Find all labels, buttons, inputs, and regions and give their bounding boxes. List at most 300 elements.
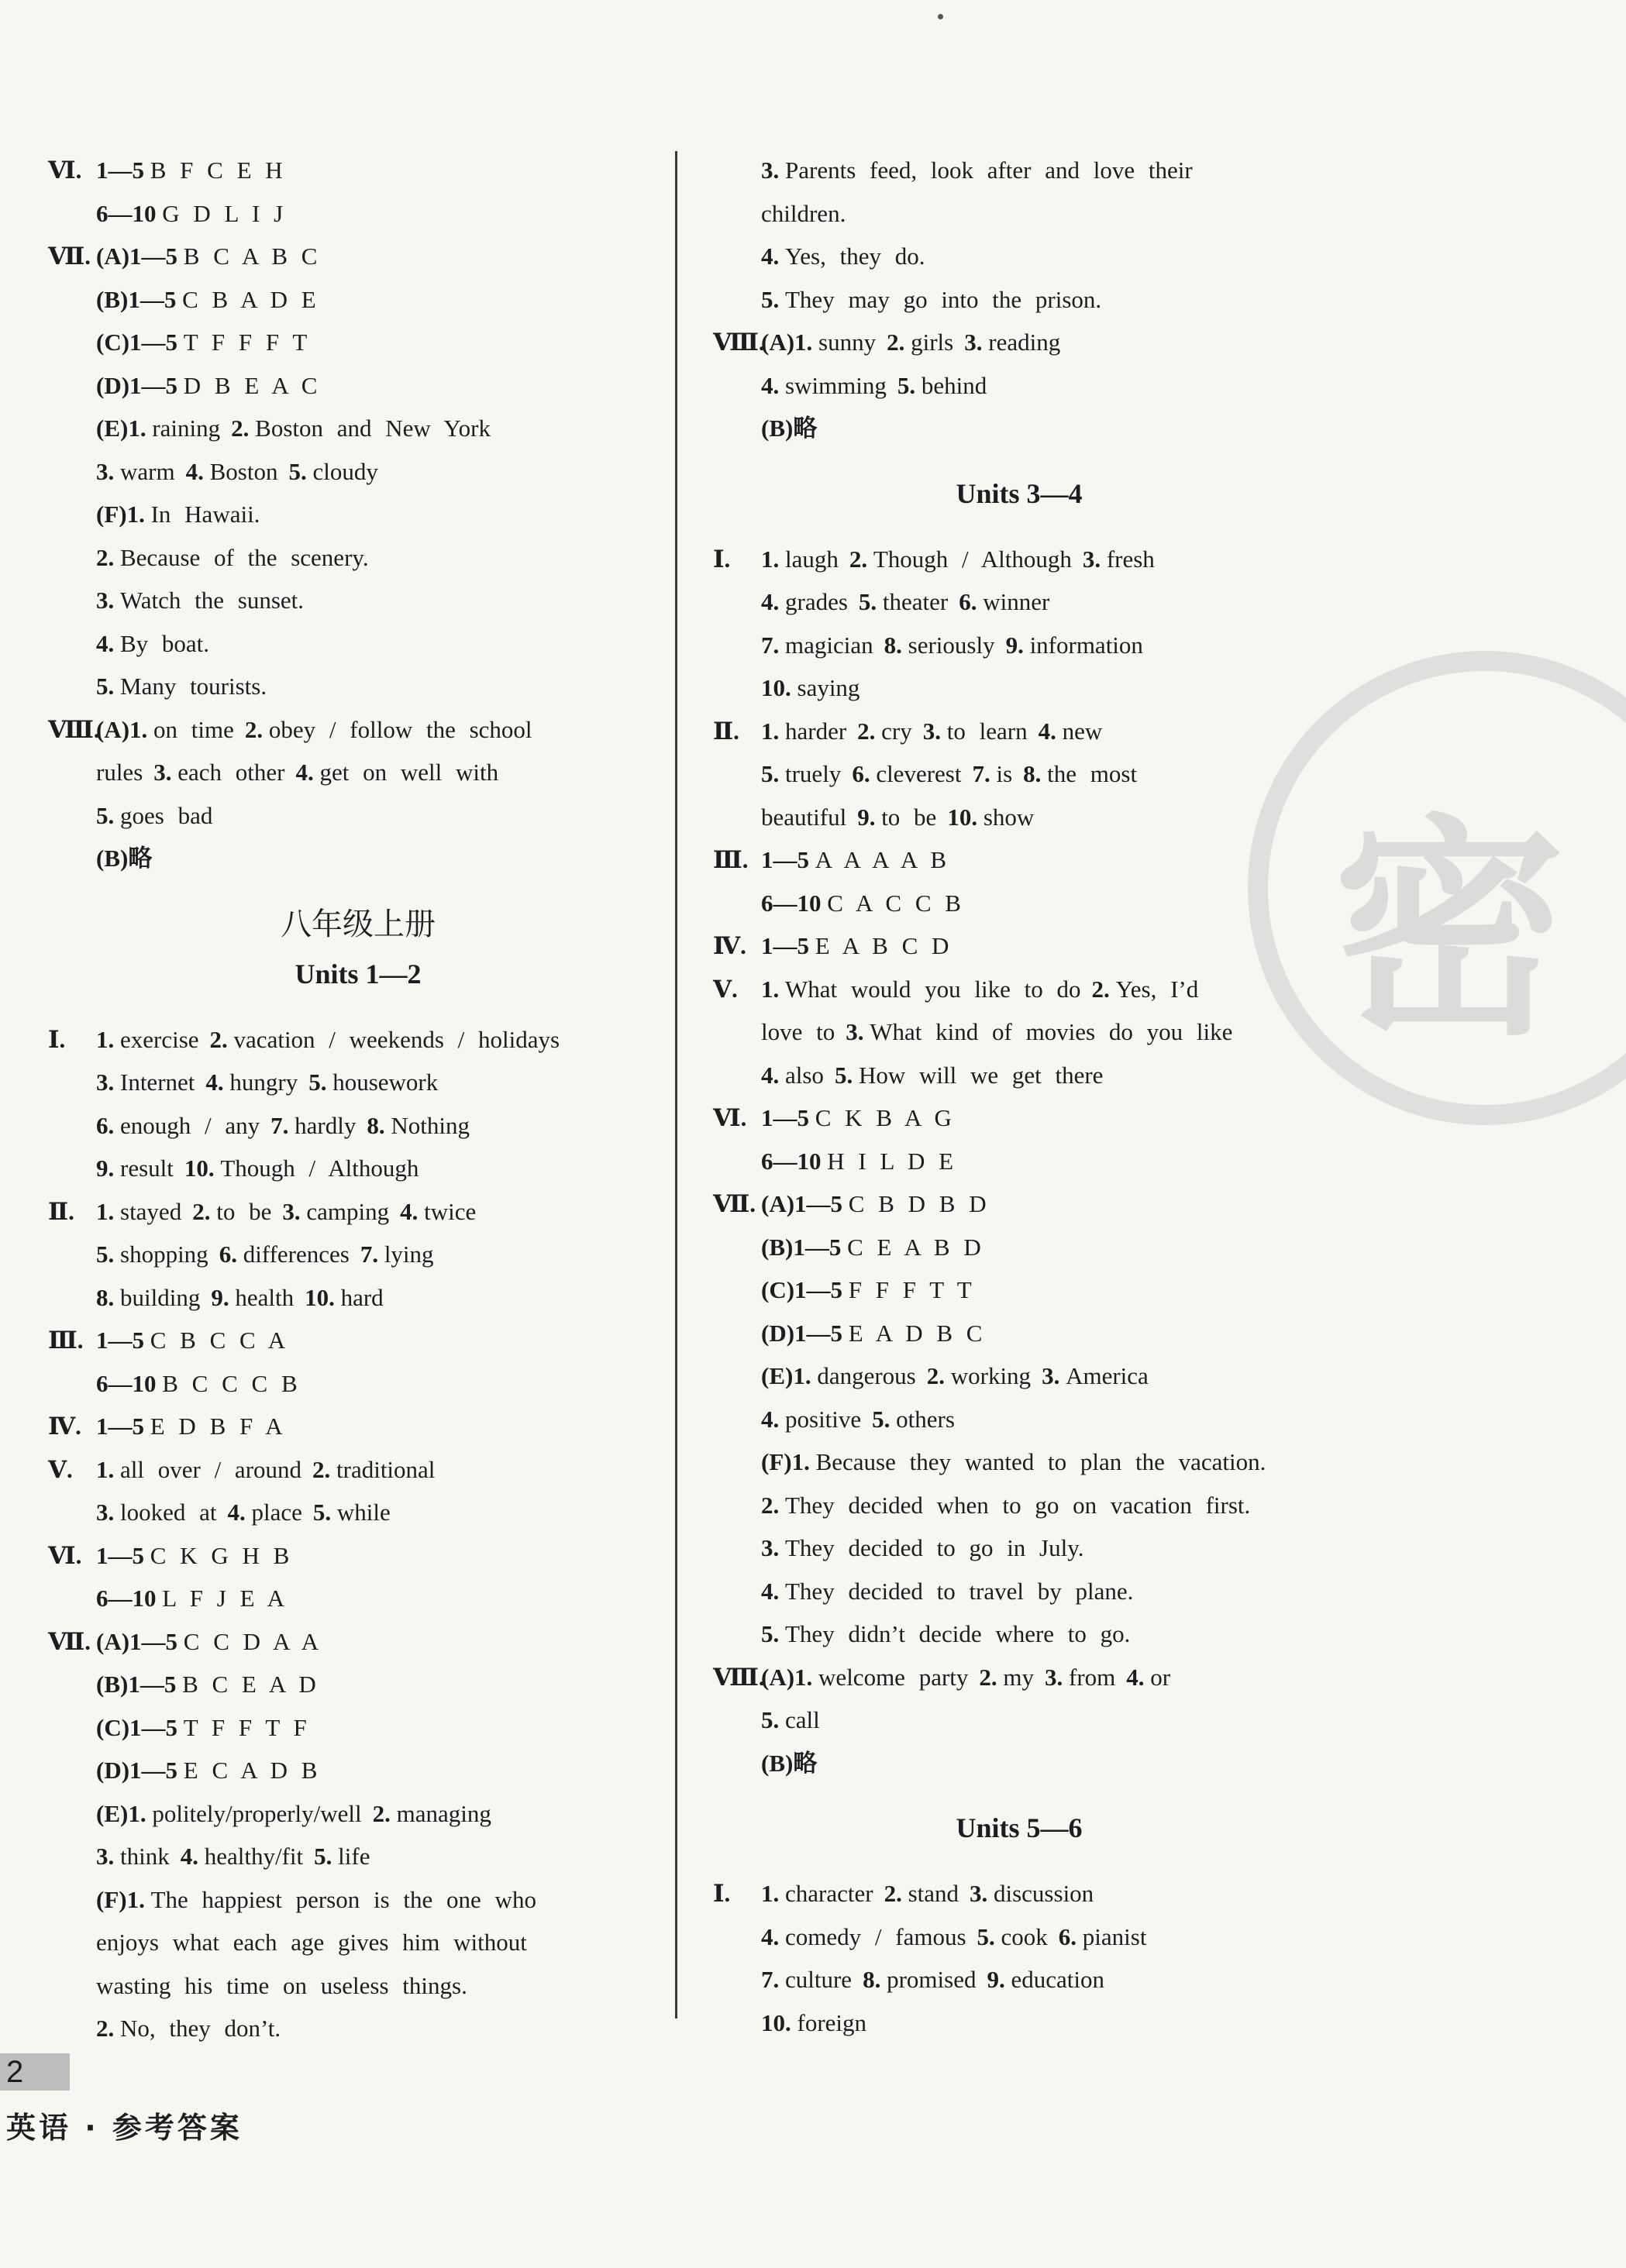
answer-line [48,1792,668,1836]
answer-text: Yes, they do. [785,243,925,270]
item-number: 5. [312,1499,332,1526]
answer-text: They didn’t decide where to go. [785,1620,1131,1647]
item-number: (B)1—5 [96,1671,177,1698]
item-number: 1—5 [96,1327,144,1354]
answer-text: magician [785,631,873,659]
answer-line [48,407,668,450]
item-number: 2. [96,2015,115,2042]
answer-line [713,796,1325,839]
item-number: 6—10 [96,1369,157,1397]
item-number: 4. [761,588,780,615]
answer-text: What would you like to do [785,975,1081,1003]
answer-text: show [983,803,1035,831]
section-marker: Ⅵ. [48,1541,82,1569]
answer-text: Boston and New York [255,415,491,442]
item-number: 10. [184,1155,215,1182]
answer-text: Watch the sunset. [120,587,305,614]
answer-text: get on well with [319,759,499,786]
item-number: 2. [96,543,115,571]
answer-line [713,924,1325,968]
item-number: 7. [972,760,990,787]
item-number: 5. [308,1069,327,1096]
answer-text: stayed [120,1197,182,1225]
answer-text: Internet [120,1069,195,1096]
answer-text: is [996,760,1013,787]
answer-text: enough / any [120,1111,260,1139]
answer-line [713,1872,1325,1915]
item-number: 5. [834,1061,853,1089]
answer-text: America [1066,1362,1149,1389]
answer-line [48,1061,668,1104]
answer-text: reading [988,329,1061,356]
answer-text: laugh [785,545,839,573]
item-number: 6. [852,760,870,787]
answer-line [713,192,1325,236]
section-marker: Ⅶ. [48,1627,91,1655]
item-number: 10. [305,1283,335,1311]
answer-line [713,1268,1325,1312]
answer-line [48,622,668,666]
answer-line [713,321,1325,364]
answer-line [713,1440,1325,1484]
answer-line [713,1096,1325,1140]
answer-line [48,1878,668,1922]
answer-line [48,536,668,580]
answer-line [48,1835,668,1878]
item-number: 3. [96,1843,115,1870]
answer-line [48,450,668,494]
answer-line [48,665,668,708]
answer-text: D B E A C [183,371,318,399]
answer-text: They decided to go in July. [785,1534,1084,1561]
answer-line [48,1147,668,1190]
spacer [48,1000,668,1018]
item-number: 6. [959,588,977,615]
answer-text: cleverest [876,760,962,787]
answer-text: harder [785,717,847,745]
answer-text: theater [882,588,949,615]
item-number: 5. [288,457,307,485]
answer-text: stand [908,1880,959,1907]
item-number: (E)1. [96,415,146,442]
item-number: (F)1. [761,1448,810,1475]
item-number: 10. [761,2008,791,2036]
answer-text: children. [761,199,846,227]
item-number: 5. [977,1922,995,1950]
item-number: 4. [761,1577,780,1605]
item-number: 3. [970,1880,988,1907]
item-number: 9. [96,1155,115,1182]
answer-line [48,1233,668,1276]
answer-line [713,1010,1325,1054]
answer-text: culture [785,1966,853,1993]
answer-text: Yes, I’d [1115,975,1199,1003]
item-number: 4. [180,1843,198,1870]
answer-text: Many tourists. [120,673,267,700]
answer-text: Boston [209,457,278,485]
answer-text: traditional [336,1455,436,1483]
answer-text: T F F F T [183,329,308,356]
item-number: (C)1—5 [96,1713,178,1741]
item-number: 4. [761,243,780,270]
answer-line [713,1612,1325,1656]
answer-text: No, they don’t. [120,2015,281,2042]
answer-text: my [1003,1663,1035,1691]
answer-text: foreign [797,2008,867,2036]
item-number: 1—5 [761,932,809,959]
answer-text: C B C C A [150,1327,286,1354]
answer-line [713,538,1325,581]
answer-text: healthy/fit [204,1843,304,1870]
answer-text: shopping [120,1241,208,1268]
item-number: 7. [360,1241,379,1268]
answer-text: housework [332,1069,439,1096]
item-number: 5. [96,801,115,829]
spacer [48,880,668,899]
item-number: 5. [872,1405,891,1433]
answer-text: Because of the scenery. [120,543,369,571]
item-number: 2. [926,1362,945,1389]
scan-dot [938,14,943,19]
answer-line [48,321,668,364]
item-number: 7. [761,1966,780,1993]
answer-text: saying [797,674,860,701]
item-number: 4. [205,1069,224,1096]
item-number: 5. [96,1241,115,1268]
answer-text: C K B A G [815,1104,952,1131]
answer-line [713,1698,1325,1742]
answer-text: C B A D E [182,285,316,313]
answer-text: or [1150,1663,1171,1691]
page-number: 2 [0,2053,70,2091]
section-marker: Ⅷ. [713,329,765,356]
left-column [48,149,668,2050]
answer-text: health [235,1283,295,1311]
answer-line [713,666,1325,710]
answer-text: dangerous [817,1362,916,1389]
answer-line [48,235,668,278]
item-number: 2. [372,1799,391,1827]
answer-text: all over / around [120,1455,302,1483]
answer-text: H I L D E [827,1147,954,1175]
item-number: 2. [244,715,264,743]
section-marker: Ⅰ. [48,1025,66,1053]
item-number: 8. [863,1966,881,1993]
section-marker: Ⅲ. [713,846,749,873]
answer-text: F F F T T [848,1276,972,1303]
item-number: 3. [1045,1663,1063,1691]
answer-line [48,1405,668,1448]
answer-line [713,752,1325,796]
spacer [713,519,1325,538]
answer-text: By boat. [120,629,210,657]
answer-text: working [950,1362,1032,1389]
answer-line [713,278,1325,322]
item-number: 8. [884,631,902,659]
answer-line [48,1921,668,1964]
item-number: (E)1. [96,1799,146,1827]
item-number: 6—10 [96,199,157,227]
answer-text: others [896,1405,955,1433]
item-number: (B)略 [761,415,818,442]
item-number: 5. [897,371,916,399]
answer-text: vacation / weekends / holidays [233,1025,560,1053]
item-number: (A)1. [761,1663,813,1691]
answer-text: exercise [120,1025,199,1053]
item-number: (E)1. [761,1362,811,1389]
answer-text: E A B C D [815,932,949,959]
item-number: 1. [96,1025,115,1053]
answer-line [713,1182,1325,1226]
item-number: 2. [887,329,905,356]
item-number: 1—5 [96,1541,144,1569]
answer-text: They decided when to go on vacation first. [785,1491,1251,1519]
item-number: 5. [314,1843,332,1870]
section-marker: Ⅰ. [713,1880,731,1907]
answer-text: C E A B D [847,1233,981,1261]
watermark-seal-char: 密 [1333,796,1566,1066]
answer-text: girls [911,329,954,356]
answer-text: positive [785,1405,862,1433]
answer-line [48,149,668,192]
answer-line [713,1656,1325,1699]
answer-text: Nothing [391,1111,470,1139]
item-number: 6. [1058,1922,1077,1950]
item-number: 5. [761,760,780,787]
item-number: 7. [761,631,780,659]
section-title: Units 3—4 [956,477,1083,509]
answer-text: while [336,1499,391,1526]
answer-line [48,708,668,752]
answer-text: discussion [994,1880,1094,1907]
answer-text: Though / Although [220,1155,419,1182]
answer-text: swimming [785,371,887,399]
answer-text: also [785,1061,824,1089]
item-number: 4. [761,1922,780,1950]
answer-text: comedy / famous [785,1922,966,1950]
answer-text: truely [785,760,842,787]
item-number: 5. [761,1706,780,1733]
item-number: 1. [96,1197,115,1225]
item-number: 2. [761,1491,780,1519]
answer-line [713,2001,1325,2045]
answer-line [48,1276,668,1320]
item-number: 5. [761,1620,780,1647]
item-number: 4. [1126,1663,1145,1691]
answer-text: twice [424,1197,477,1225]
item-number: 6—10 [761,889,822,917]
answer-line [48,1319,668,1362]
item-number: 9. [211,1283,229,1311]
item-number: 4. [185,457,204,485]
section-marker: Ⅶ. [48,243,91,270]
column-divider [675,151,677,2018]
answer-text: How will we get there [858,1061,1104,1089]
item-number: (B)略 [761,1749,818,1777]
item-number: 4. [1038,717,1056,745]
answer-text: seriously [908,631,995,659]
item-number: 1—5 [96,157,144,184]
answer-text: obey / follow the school [268,715,532,743]
answer-line [48,493,668,536]
section-marker: Ⅱ. [48,1197,74,1225]
item-number: 3. [964,329,983,356]
answer-line [713,1354,1325,1398]
answer-line [48,1663,668,1706]
item-number: 1. [761,1880,780,1907]
section-marker: Ⅳ. [713,932,746,959]
item-number: 1—5 [761,1104,809,1131]
answer-line [48,278,668,322]
answer-text: to be [216,1197,272,1225]
answer-text: T F F T F [183,1713,307,1741]
answer-line [713,1398,1325,1441]
item-number: 3. [96,1499,115,1526]
answer-line [48,1534,668,1578]
item-number: (F)1. [96,1885,145,1913]
footer-label: 英语 · 参考答案 [6,2111,243,2145]
item-number: 2. [884,1880,902,1907]
answer-line [48,1018,668,1062]
answer-text: to be [881,803,937,831]
item-number: 4. [227,1499,246,1526]
item-number: (B)1—5 [96,285,177,313]
item-number: (A)1. [761,329,813,356]
item-number: 6—10 [96,1585,157,1612]
item-number: 2. [979,1663,997,1691]
answer-text: C C D A A [183,1627,319,1655]
answer-text: welcome party [818,1663,969,1691]
answer-text: think [120,1843,170,1870]
answer-text: They may go into the prison. [785,285,1102,313]
answer-text: politely/properly/well [152,1799,362,1827]
section-marker: Ⅱ. [713,717,739,745]
item-number: 5. [96,673,115,700]
answer-text: G D L I J [162,199,284,227]
answer-line [713,1526,1325,1570]
answer-text: wasting his time on useless things. [96,1971,467,1999]
item-number: (A)1—5 [96,1627,178,1655]
section-title: 八年级上册 [281,906,436,941]
answer-text: E C A D B [183,1757,318,1784]
answer-line [713,1054,1325,1097]
answer-text: information [1029,631,1143,659]
answer-text: C B D B D [848,1190,987,1217]
answer-line [713,580,1325,624]
item-number: 3. [1042,1362,1060,1389]
answer-text: hard [340,1283,384,1311]
answer-line [48,837,668,880]
section-marker: Ⅴ. [713,975,738,1003]
answer-text: The happiest person is the one who [150,1885,536,1913]
answer-text: character [785,1880,873,1907]
answer-text: fresh [1106,545,1155,573]
answer-line [48,579,668,622]
item-number: 10. [947,803,978,831]
answer-text: E A D B C [848,1319,983,1347]
answer-line [713,968,1325,1011]
item-number: (D)1—5 [96,371,178,399]
answer-text: C K G H B [150,1541,290,1569]
answer-line [48,1749,668,1792]
answer-text: winner [983,588,1050,615]
item-number: 2. [849,545,868,573]
answer-text: What kind of movies do you like [870,1018,1233,1045]
answer-text: B C A B C [183,243,318,270]
item-number: 1. [761,975,780,1003]
answer-text: the most [1047,760,1138,787]
item-number: 2. [1091,975,1110,1003]
answer-text: cloudy [312,457,378,485]
answer-line [713,1570,1325,1613]
item-number: 2. [192,1197,211,1225]
answer-line [48,1448,668,1492]
answer-line [48,1190,668,1234]
item-number: 1—5 [96,1413,144,1440]
item-number: 3. [96,457,115,485]
answer-line [48,1362,668,1406]
section-marker: Ⅰ. [713,545,731,573]
answer-text: cook [1001,1922,1048,1950]
answer-line [48,1577,668,1620]
answer-line [713,1312,1325,1355]
answer-text: warm [120,457,175,485]
answer-text: to learn [946,717,1028,745]
answer-line [713,149,1325,192]
item-number: 2. [857,717,876,745]
item-number: 2. [209,1025,228,1053]
item-number: 3. [1082,545,1101,573]
section-marker: Ⅷ. [713,1663,765,1691]
item-number: (D)1—5 [761,1319,843,1347]
section-marker: Ⅶ. [713,1190,756,1217]
section-title: Units 1—2 [295,958,422,989]
answer-text: B C C C B [162,1369,298,1397]
item-number: 6. [219,1241,237,1268]
answer-text: hardly [295,1111,357,1139]
item-number: 3. [922,717,942,745]
answer-line [48,1964,668,2008]
section-marker: Ⅴ. [48,1455,73,1483]
answer-text: E D B F A [150,1413,283,1440]
item-number: 4. [761,371,780,399]
answer-text: love to [761,1018,835,1045]
answer-text: camping [306,1197,390,1225]
item-number: 3. [282,1197,301,1225]
answer-text: In Hawaii. [150,501,260,528]
answer-text: Because they wanted to plan the vacation. [815,1448,1266,1475]
item-number: 1. [761,545,780,573]
answer-line [48,1491,668,1534]
item-number: 8. [96,1283,115,1311]
answer-text: They decided to travel by plane. [785,1577,1134,1605]
answer-text: each other [177,759,285,786]
answer-text: differences [243,1241,350,1268]
spacer [713,450,1325,469]
answer-text: B F C E H [150,157,283,184]
answer-line [48,2007,668,2050]
answer-text: B C E A D [182,1671,316,1698]
answer-text: A A A A B [815,846,947,873]
answer-line [713,624,1325,667]
item-number: 3. [96,587,115,614]
item-number: 8. [1023,760,1042,787]
item-number: 9. [857,803,876,831]
section-title: Units 5—6 [956,1812,1083,1843]
answer-line [713,1484,1325,1527]
answer-line [713,710,1325,753]
item-number: 7. [270,1111,289,1139]
